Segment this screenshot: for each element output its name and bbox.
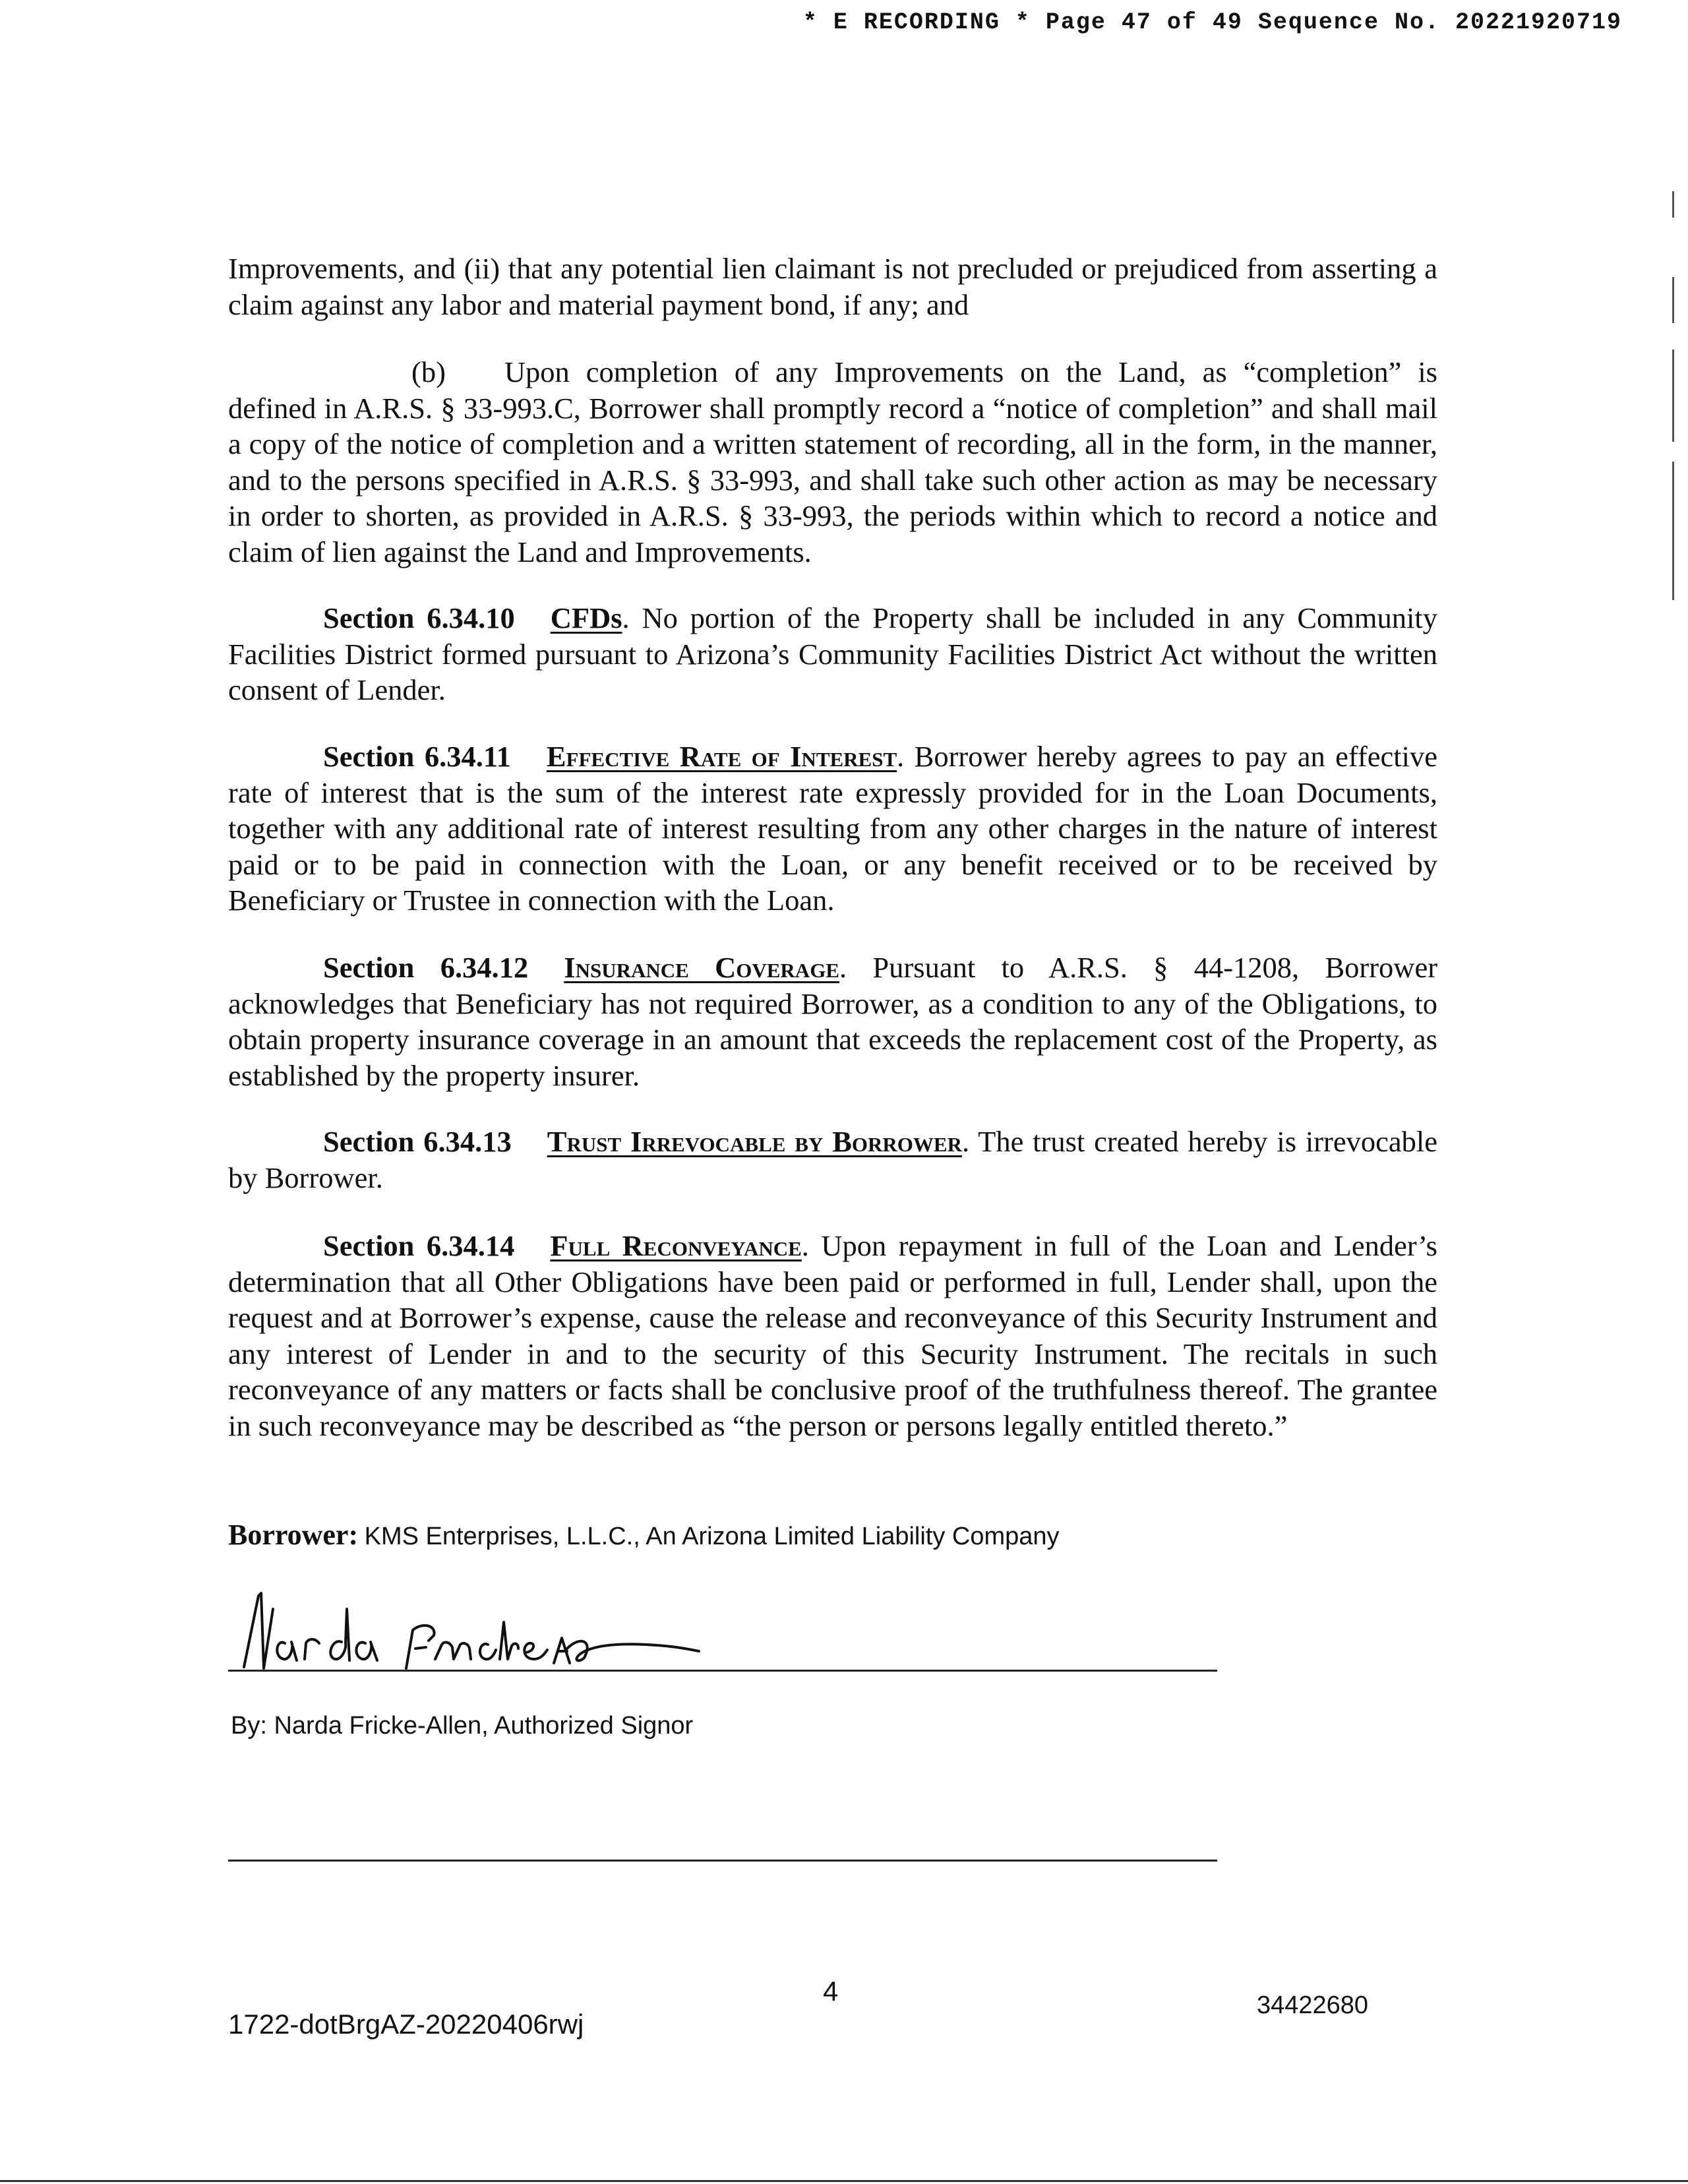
paragraph-b-text: (b) Upon completion of any Improvements on the Land, as “completion” is defined in A.R.S. § 33-993.C, Borrower shall promptly record a “notice of completion” and shall mail a copy of the notice of completion and a written statement of recording, all in the form, in the manner, and to the persons specified in A.R.S. § 33-993, and shall take such other action as may be necessary in order to shorten, as provided in A.R.S. § 33-993, the periods within which to record a notice and claim of lien against the Land and Improvements. xyxy=(228,355,1437,568)
section-number: Section 6.34.14 xyxy=(323,1229,515,1262)
scan-artifact xyxy=(1672,191,1674,218)
borrower-label: Borrower: xyxy=(228,1519,359,1551)
section-title: Insurance Coverage xyxy=(564,951,839,984)
section-6-34-12 xyxy=(228,950,1437,1093)
signature xyxy=(224,1569,752,1682)
page-number: 4 xyxy=(823,1976,839,2007)
borrower-name: KMS Enterprises, L.L.C., An Arizona Limited Liability Company xyxy=(364,1523,1060,1550)
section-title: CFDs xyxy=(550,601,622,634)
section-body: . The trust created hereby is irrevocable by Borrower. xyxy=(228,1125,1437,1194)
scan-artifact xyxy=(1672,349,1674,442)
signature-line xyxy=(228,1670,1217,1672)
section-body: . Upon repayment in full of the Loan and Lender’s determination that all Other Obligations have been paid or performed in full, Lender shall, upon the request and at Borrower’s expense, cause the release and reconveyance of this Security Instrument and any interest of Lender in and to the security of this Security Instrument. The recitals in such reconveyance of any matters or facts shall be conclusive proof of the truthfulness thereof. The grantee in such reconveyance may be described as “the person or persons legally entitled thereto.” xyxy=(228,1229,1437,1442)
paragraph-1-text: Improvements, and (ii) that any potential lien claimant is not precluded or prejudiced from asserting a claim against any labor and material payment bond, if any; and xyxy=(228,252,1437,321)
paragraph-1 xyxy=(228,251,1437,322)
section-number: Section 6.34.13 xyxy=(323,1125,512,1158)
document-code: 1722-dotBrgAZ-20220406rwj xyxy=(228,2009,584,2040)
section-title: Trust Irrevocable by Borrower xyxy=(547,1125,962,1158)
file-number: 34422680 xyxy=(1257,1991,1369,2019)
scan-artifact xyxy=(1672,462,1674,600)
section-body: . No portion of the Property shall be included in any Community Facilities District formed pursuant to Arizona’s Community Facilities District Act without the written consent of Lender. xyxy=(228,601,1437,706)
scan-artifact xyxy=(1672,277,1674,323)
section-number: Section 6.34.11 xyxy=(323,740,511,773)
section-body: . Borrower hereby agrees to pay an effective rate of interest that is the sum of the interest rate expressly provided for in the Loan Documents, together with any additional rate of interest resulting from any other charges in the nature of interest paid or to be paid in connection with the Loan, or any benefit received or to be received by Beneficiary or Trustee in connection with the Loan. xyxy=(228,740,1437,917)
section-title: Full Reconveyance xyxy=(550,1229,802,1262)
borrower-line xyxy=(228,1518,1060,1552)
blank-signature-line xyxy=(228,1860,1217,1862)
bottom-border xyxy=(0,2180,1688,2182)
paragraph-b xyxy=(228,354,1437,570)
section-6-34-13 xyxy=(228,1124,1437,1196)
section-body: . Pursuant to A.R.S. § 44-1208, Borrower acknowledges that Beneficiary has not required Borrower, as a condition to any of the Obligations, to obtain property insurance coverage in an amount that exceeds the replacement cost of the Property, as established by the property insurer. xyxy=(228,951,1438,1092)
section-6-34-10 xyxy=(228,600,1437,708)
recording-header: * E RECORDING * Page 47 of 49 Sequence No. 20221920719 xyxy=(802,9,1622,36)
section-number: Section 6.34.12 xyxy=(323,951,529,984)
section-number: Section 6.34.10 xyxy=(323,601,515,634)
section-title: Effective Rate of Interest xyxy=(546,740,897,773)
section-6-34-11 xyxy=(228,739,1437,919)
signer-name: By: Narda Fricke-Allen, Authorized Signor xyxy=(231,1712,694,1740)
section-6-34-14 xyxy=(228,1228,1437,1443)
